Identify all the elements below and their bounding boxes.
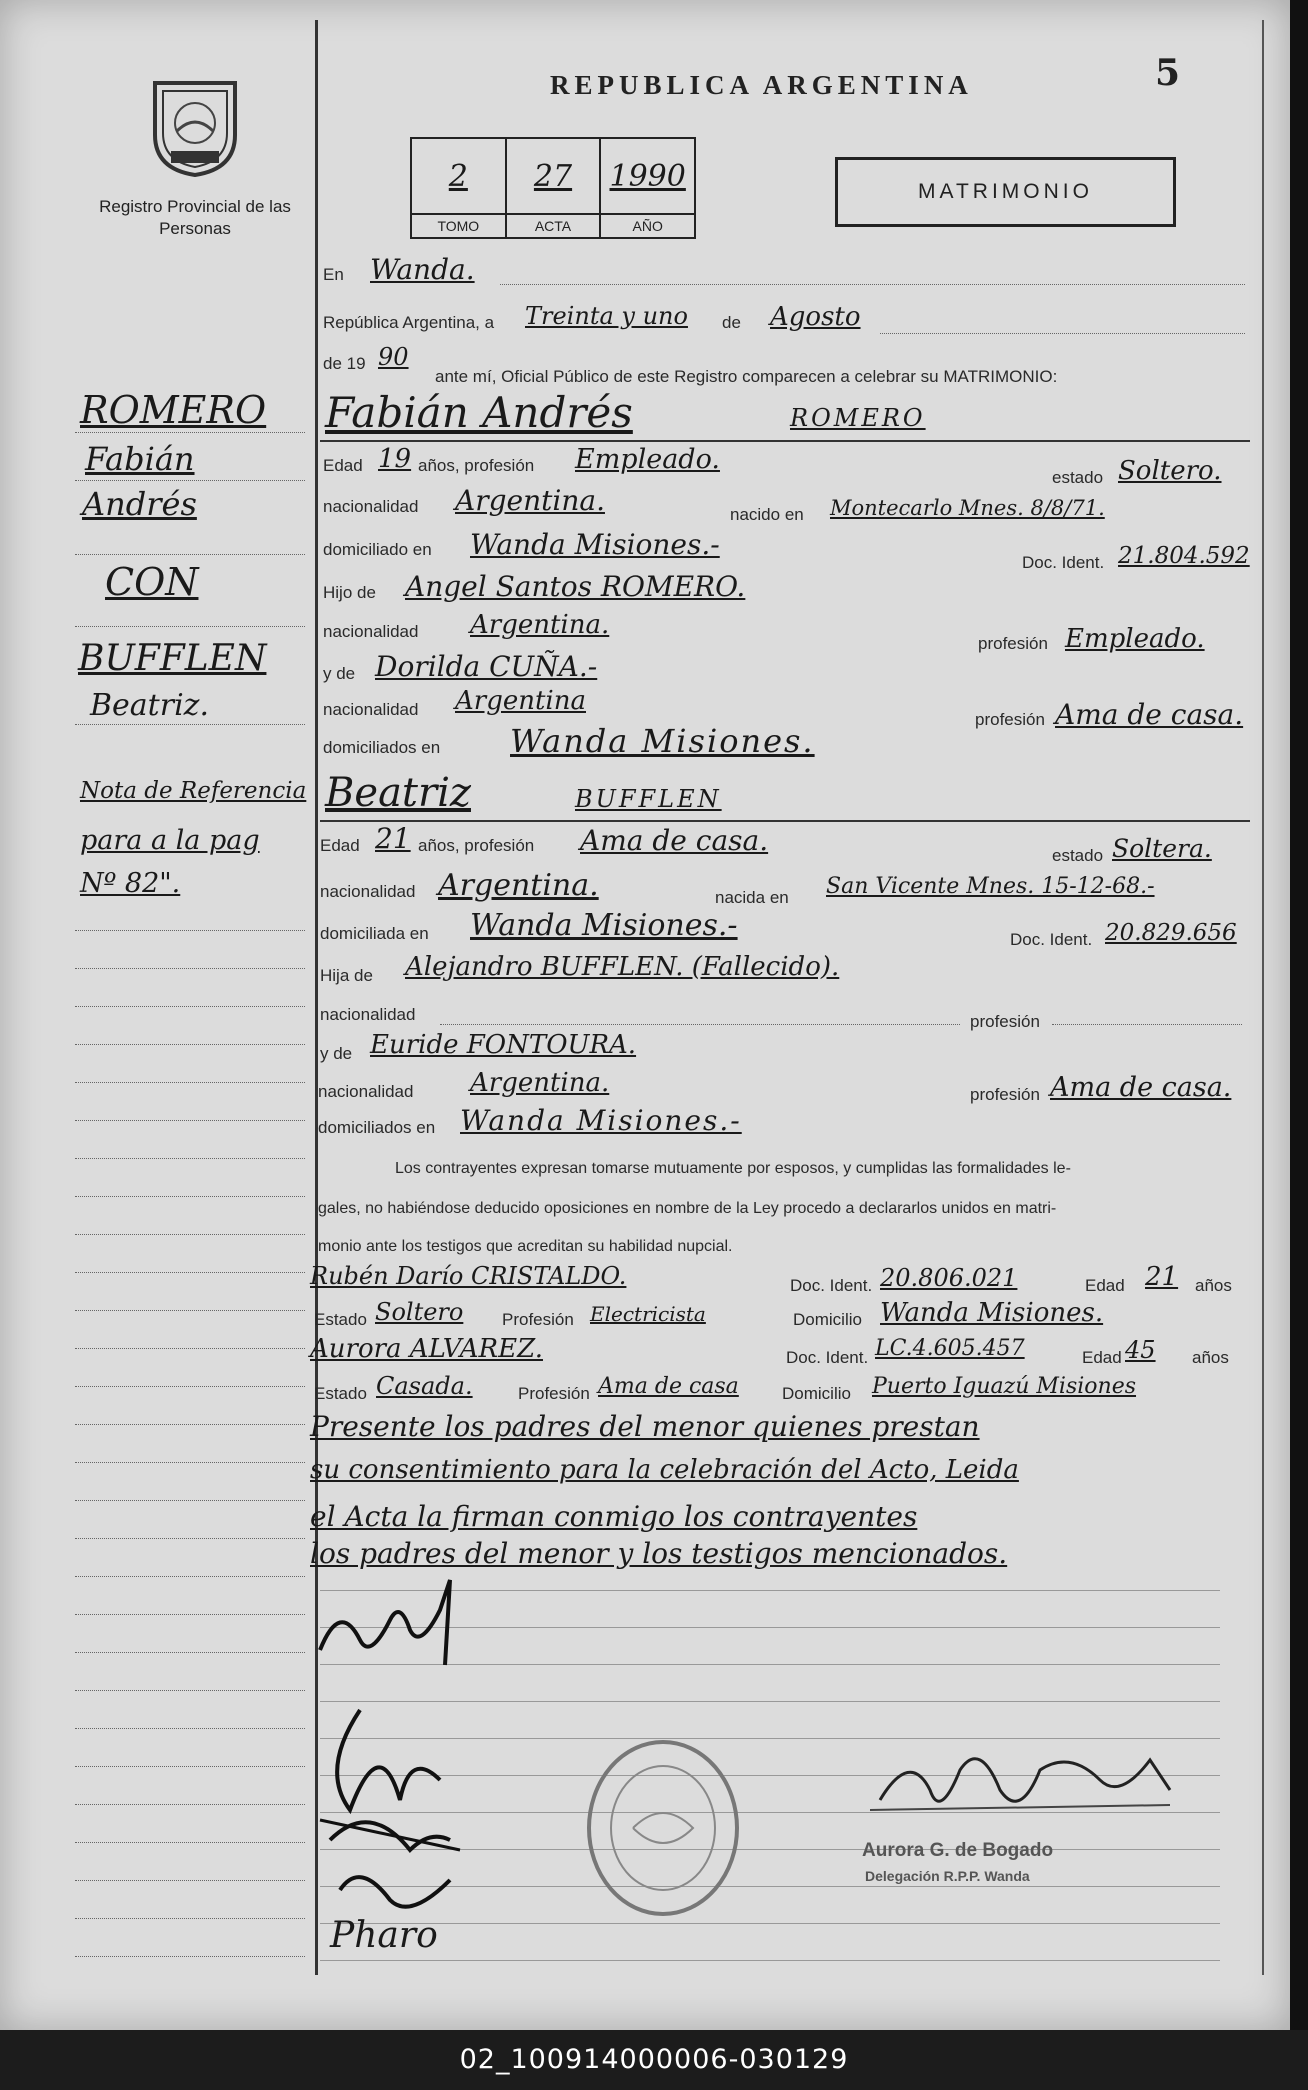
bride-nac-label: nacionalidad bbox=[320, 882, 416, 901]
month-value: Agosto bbox=[770, 302, 861, 332]
groom-father-nat: Argentina. bbox=[470, 610, 610, 640]
margin-line bbox=[75, 1348, 305, 1349]
witness2-domicile: Puerto Iguazú Misiones bbox=[872, 1374, 1137, 1399]
bride-domicile: Wanda Misiones.- bbox=[470, 908, 738, 943]
margin-note-1: Nota de Referencia bbox=[80, 778, 307, 804]
fill-line bbox=[440, 1024, 960, 1025]
groom-father: Angel Santos ROMERO. bbox=[405, 570, 746, 603]
section-rule bbox=[320, 820, 1250, 822]
en-label: En bbox=[323, 265, 344, 284]
groom-nacido-label: nacido en bbox=[730, 505, 804, 524]
bride-father-nat-label: nacionalidad bbox=[320, 1005, 416, 1024]
margin-line bbox=[75, 1196, 305, 1197]
witness1-age: 21 bbox=[1145, 1262, 1179, 1292]
observation-line-3: el Acta la firman conmigo los contrayentes bbox=[310, 1500, 918, 1533]
acta-value: 27 bbox=[533, 158, 573, 194]
groom-birthplace: Montecarlo Mnes. 8/8/71. bbox=[830, 496, 1105, 520]
bride-birthplace: San Vicente Mnes. 15-12-68.- bbox=[826, 874, 1155, 899]
signature-groom-icon bbox=[300, 1570, 500, 1680]
page-number: 5 bbox=[1155, 52, 1181, 94]
bride-parents-dom-label: domiciliados en bbox=[318, 1118, 436, 1137]
declaration-line-1: Los contrayentes expresan tomarse mutuamente por esposos, y cumplidas las formalidades le- bbox=[395, 1160, 1071, 1177]
witness2-estado: Casada. bbox=[376, 1372, 473, 1400]
margin-line bbox=[75, 1614, 305, 1615]
bride-mother-label: y de bbox=[320, 1044, 353, 1063]
bride-nationality: Argentina. bbox=[438, 868, 599, 903]
bride-dom-label: domiciliada en bbox=[320, 924, 429, 943]
margin-line bbox=[75, 1006, 305, 1007]
witness1-dom-label: Domicilio bbox=[793, 1310, 862, 1329]
section-rule bbox=[320, 440, 1250, 442]
right-margin-line bbox=[1262, 20, 1264, 1975]
registry-label: Registro Provincial de las Personas bbox=[99, 197, 291, 238]
bride-surname: BUFFLEN bbox=[575, 785, 722, 813]
groom-estado: Soltero. bbox=[1118, 456, 1222, 486]
margin-first-1: Fabián bbox=[85, 440, 195, 478]
margin-line bbox=[75, 1500, 305, 1501]
margin-line bbox=[75, 1538, 305, 1539]
margin-line bbox=[75, 1576, 305, 1577]
witness2-prof-label: Profesión bbox=[518, 1384, 590, 1403]
margin-connector: CON bbox=[105, 560, 199, 604]
groom-anos-label: años, profesión bbox=[418, 456, 535, 475]
groom-dom-label: domiciliado en bbox=[323, 540, 432, 559]
republica-label: República Argentina, a bbox=[323, 313, 495, 332]
witness1-domicile: Wanda Misiones. bbox=[880, 1298, 1104, 1328]
anio-value: 1990 bbox=[609, 158, 686, 194]
groom-nac-label: nacionalidad bbox=[323, 497, 419, 516]
file-id-footer: 02_100914000006-030129 bbox=[0, 2030, 1308, 2090]
witness2-anos-label: años bbox=[1192, 1348, 1229, 1367]
witness1-doc-label: Doc. Ident. bbox=[790, 1276, 873, 1295]
groom-doc-label: Doc. Ident. bbox=[1022, 553, 1105, 572]
margin-line bbox=[75, 1804, 305, 1805]
margin-second-1: Andrés bbox=[82, 485, 197, 523]
margin-line bbox=[75, 1310, 305, 1311]
tomo-label: TOMO bbox=[412, 213, 505, 237]
official-stamp-icon bbox=[583, 1738, 743, 1918]
margin-line bbox=[75, 1120, 305, 1121]
margin-line bbox=[75, 1652, 305, 1653]
appear-text: ante mí, Oficial Público de este Registro comparecen a celebrar su MATRIMONIO: bbox=[435, 367, 1058, 386]
margin-note-2: para a la pag bbox=[80, 825, 260, 856]
bride-anos-label: años, profesión bbox=[418, 836, 535, 855]
place-value: Wanda. bbox=[370, 253, 475, 286]
witness2-name: Aurora ALVAREZ. bbox=[310, 1334, 543, 1364]
bride-mother-nat: Argentina. bbox=[470, 1068, 610, 1098]
bride-mother-nat-label: nacionalidad bbox=[318, 1082, 414, 1101]
witness2-doc-label: Doc. Ident. bbox=[786, 1348, 869, 1367]
official-signature-icon bbox=[870, 1730, 1180, 1840]
groom-father-prof: Empleado. bbox=[1065, 624, 1205, 654]
acta-cell bbox=[507, 139, 602, 237]
bride-nacida-label: nacida en bbox=[715, 888, 789, 907]
witness2-doc: LC.4.605.457 bbox=[875, 1336, 1025, 1361]
anio-cell bbox=[601, 139, 694, 237]
groom-hijo-label: Hijo de bbox=[323, 583, 376, 602]
margin-line bbox=[75, 1044, 305, 1045]
declaration-line-2: gales, no habiéndose deducido oposiciones en nombre de la Ley procedo a declararlos unidos en matri- bbox=[318, 1200, 1057, 1217]
margin-line bbox=[75, 1158, 305, 1159]
margin-line bbox=[75, 626, 305, 627]
tomo-cell bbox=[412, 139, 507, 237]
bride-parents-dom: Wanda Misiones.- bbox=[460, 1104, 742, 1137]
margin-line bbox=[75, 1842, 305, 1843]
margin-line bbox=[75, 1918, 305, 1919]
witness2-age: 45 bbox=[1125, 1336, 1156, 1364]
margin-surname-2: BUFFLEN bbox=[78, 638, 267, 679]
tomo-value: 2 bbox=[448, 158, 468, 194]
groom-edad-label: Edad bbox=[323, 456, 363, 475]
groom-parents-dom: Wanda Misiones. bbox=[510, 722, 815, 760]
margin-line bbox=[75, 1082, 305, 1083]
groom-profession: Empleado. bbox=[575, 444, 720, 475]
margin-divider bbox=[315, 20, 318, 1975]
margin-line bbox=[75, 1690, 305, 1691]
groom-mother-nat-label: nacionalidad bbox=[323, 700, 419, 719]
provincial-seal-icon bbox=[147, 73, 243, 177]
witness2-estado-label: Estado bbox=[314, 1384, 367, 1403]
margin-line bbox=[75, 1880, 305, 1881]
witness2-profession: Ama de casa bbox=[598, 1374, 739, 1399]
fill-line bbox=[500, 284, 1245, 285]
bride-hija-label: Hija de bbox=[320, 966, 373, 985]
fill-line bbox=[880, 333, 1245, 334]
margin-line bbox=[75, 1272, 305, 1273]
declaration-line-3: monio ante los testigos que acreditan su habilidad nupcial. bbox=[318, 1238, 733, 1255]
anio-label: AÑO bbox=[601, 213, 694, 237]
margin-line bbox=[75, 1728, 305, 1729]
groom-surname: ROMERO bbox=[790, 404, 926, 432]
groom-mother-prof-label: profesión bbox=[975, 710, 1045, 729]
year-suffix: 90 bbox=[378, 343, 409, 371]
groom-mother-label: y de bbox=[323, 664, 356, 683]
witness1-name: Rubén Darío CRISTALDO. bbox=[310, 1262, 627, 1290]
observation-line-2: su consentimiento para la celebración del Acto, Leida bbox=[310, 1455, 1019, 1485]
witness1-prof-label: Profesión bbox=[502, 1310, 574, 1329]
margin-line bbox=[75, 1766, 305, 1767]
groom-mother-prof: Ama de casa. bbox=[1055, 698, 1244, 731]
margin-line bbox=[75, 1424, 305, 1425]
margin-line bbox=[75, 480, 305, 481]
bride-doc-label: Doc. Ident. bbox=[1010, 930, 1093, 949]
margin-line bbox=[75, 968, 305, 969]
bride-mother-prof: Ama de casa. bbox=[1050, 1072, 1232, 1103]
bride-estado: Soltera. bbox=[1112, 834, 1212, 863]
margin-surname-1: ROMERO bbox=[80, 388, 267, 432]
official-name: Aurora G. de Bogado bbox=[862, 1840, 1054, 1861]
document-type-box: MATRIMONIO bbox=[835, 157, 1176, 227]
day-value: Treinta y uno bbox=[525, 302, 688, 330]
groom-mother: Dorilda CUÑA.- bbox=[375, 650, 598, 683]
margin-first-2: Beatriz. bbox=[90, 688, 210, 723]
witness1-doc: 20.806.021 bbox=[880, 1264, 1018, 1292]
groom-doc: 21.804.592 bbox=[1118, 543, 1250, 569]
bride-mother: Euride FONTOURA. bbox=[370, 1030, 637, 1060]
groom-father-prof-label: profesión bbox=[978, 634, 1048, 653]
observation-line-1: Presente los padres del menor quienes prestan bbox=[310, 1410, 980, 1443]
groom-father-nat-label: nacionalidad bbox=[323, 622, 419, 641]
official-role: Delegación R.P.P. Wanda bbox=[865, 1868, 1030, 1884]
groom-estado-label: estado bbox=[1052, 468, 1104, 487]
margin-line bbox=[75, 1462, 305, 1463]
margin-line bbox=[75, 1234, 305, 1235]
groom-name: Fabián Andrés bbox=[325, 388, 633, 437]
bride-edad-label: Edad bbox=[320, 836, 360, 855]
witness1-profession: Electricista bbox=[590, 1302, 706, 1326]
bride-father: Alejandro BUFFLEN. (Fallecido). bbox=[405, 952, 840, 982]
witness1-estado-label: Estado bbox=[314, 1310, 367, 1329]
witness2-dom-label: Domicilio bbox=[782, 1384, 851, 1403]
signature-rule bbox=[320, 1960, 1220, 1961]
margin-line bbox=[75, 930, 305, 931]
bride-estado-label: estado bbox=[1052, 846, 1104, 865]
margin-line bbox=[75, 1386, 305, 1387]
country-heading: REPUBLICA ARGENTINA bbox=[550, 70, 973, 100]
observation-line-4: los padres del menor y los testigos mencionados. bbox=[310, 1537, 1008, 1570]
de-label: de bbox=[722, 313, 741, 332]
margin-line bbox=[75, 1956, 305, 1957]
margin-note-3: Nº 82". bbox=[80, 868, 181, 899]
witness1-edad-label: Edad bbox=[1085, 1276, 1125, 1295]
groom-age: 19 bbox=[378, 444, 412, 474]
witness2-edad-label: Edad bbox=[1082, 1348, 1122, 1367]
margin-line bbox=[75, 432, 305, 433]
groom-domicile: Wanda Misiones.- bbox=[470, 528, 720, 561]
fill-line bbox=[1052, 1024, 1242, 1025]
bride-name: Beatriz bbox=[325, 770, 471, 816]
record-number-box bbox=[410, 137, 696, 239]
bride-age: 21 bbox=[375, 822, 411, 855]
margin-line bbox=[75, 724, 305, 725]
margin-line bbox=[75, 554, 305, 555]
bride-mother-prof-label: profesión bbox=[970, 1085, 1040, 1104]
groom-nationality: Argentina. bbox=[455, 484, 605, 517]
witness1-estado: Soltero bbox=[375, 1298, 464, 1326]
acta-label: ACTA bbox=[507, 213, 600, 237]
signature-bottom: Pharo bbox=[330, 1915, 438, 1956]
page-edge bbox=[1290, 0, 1308, 2030]
bride-profession: Ama de casa. bbox=[580, 824, 769, 857]
groom-mother-nat: Argentina bbox=[455, 686, 586, 716]
bride-father-prof-label: profesión bbox=[970, 1012, 1040, 1031]
groom-parents-dom-label: domiciliados en bbox=[323, 738, 441, 757]
signature-group-icon bbox=[300, 1690, 480, 1950]
year-prefix: de 19 bbox=[323, 354, 366, 373]
witness1-anos-label: años bbox=[1195, 1276, 1232, 1295]
bride-doc: 20.829.656 bbox=[1105, 920, 1237, 946]
